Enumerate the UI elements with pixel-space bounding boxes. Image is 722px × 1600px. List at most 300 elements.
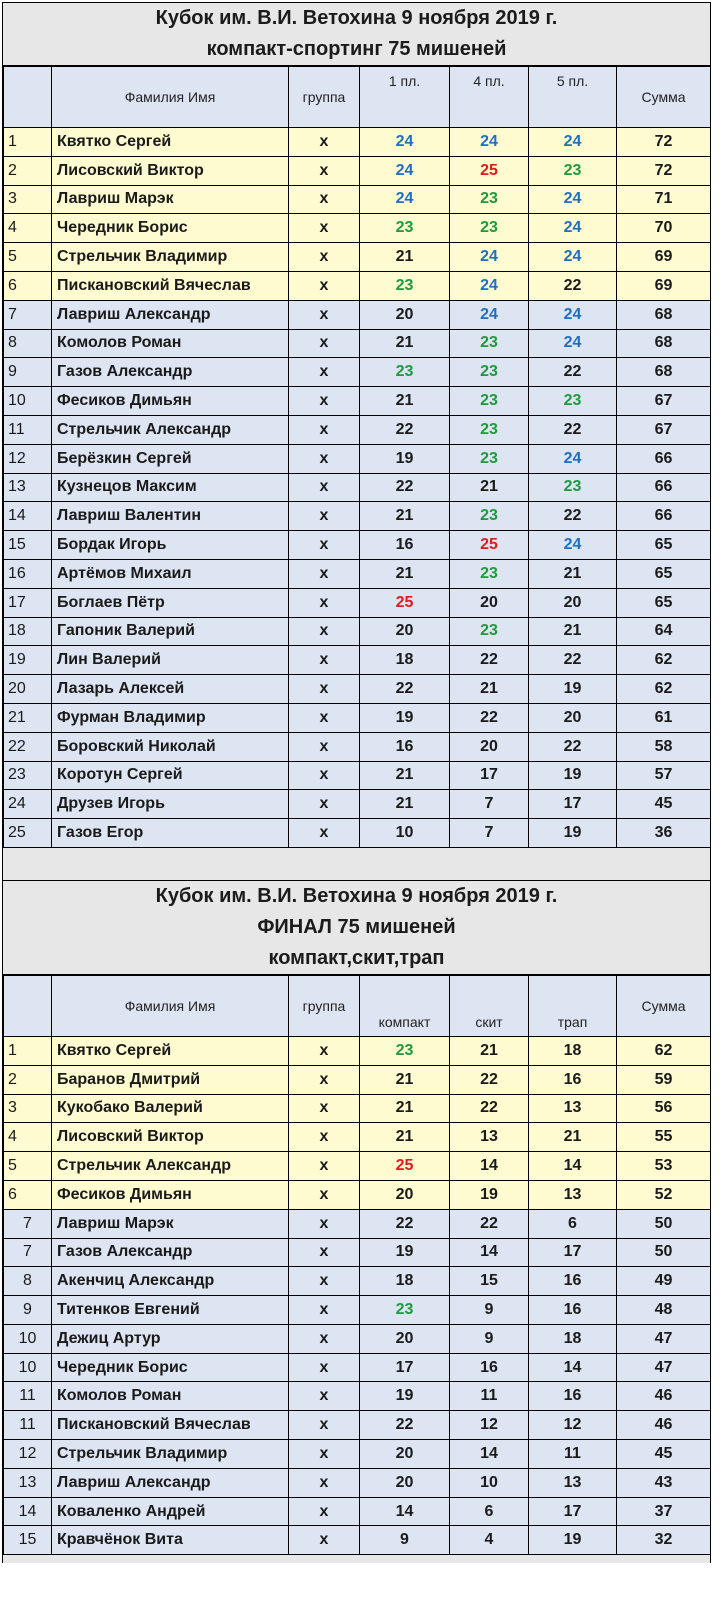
- rank-cell: 13: [4, 473, 52, 502]
- score-cell: 22: [529, 415, 617, 444]
- header-trap: трап: [529, 975, 617, 1036]
- score-cell: 18: [529, 1324, 617, 1353]
- name-cell: Чередник Борис: [52, 1353, 289, 1382]
- rank-cell: 23: [4, 761, 52, 790]
- group-cell: х: [289, 1411, 360, 1440]
- rank-cell: 11: [4, 415, 52, 444]
- name-cell: Гапоник Валерий: [52, 617, 289, 646]
- score-cell: 21: [450, 473, 529, 502]
- section1-title: [3, 2, 710, 66]
- rank-cell: 20: [4, 675, 52, 704]
- score-cell: 21: [360, 1094, 450, 1123]
- score-cell: 20: [450, 732, 529, 761]
- name-cell: Акенчиц Александр: [52, 1267, 289, 1296]
- name-cell: Комолов Роман: [52, 329, 289, 358]
- score-cell: 24: [529, 185, 617, 214]
- group-cell: х: [289, 1353, 360, 1382]
- section1-title-line-1: Кубок им. В.И. Ветохина 9 ноября 2019 г.: [155, 7, 558, 29]
- name-cell: Стрельчик Александр: [52, 415, 289, 444]
- table-row: [4, 387, 711, 416]
- score-cell: 23: [450, 502, 529, 531]
- score-cell: 23: [529, 387, 617, 416]
- score-cell: 23: [529, 156, 617, 185]
- rank-cell: 8: [4, 329, 52, 358]
- rank-cell: 14: [4, 502, 52, 531]
- name-cell: Стрельчик Владимир: [52, 1440, 289, 1469]
- rank-cell: 11: [4, 1382, 52, 1411]
- rank-cell: 14: [4, 1497, 52, 1526]
- score-cell: 20: [360, 617, 450, 646]
- header-group: группа: [289, 975, 360, 1036]
- group-cell: х: [289, 617, 360, 646]
- sum-cell: 58: [617, 732, 711, 761]
- name-cell: Коваленко Андрей: [52, 1497, 289, 1526]
- score-cell: 22: [360, 473, 450, 502]
- section1-body: [4, 128, 711, 848]
- name-cell: Лавриш Александр: [52, 1468, 289, 1497]
- sum-cell: 56: [617, 1094, 711, 1123]
- sum-cell: 62: [617, 646, 711, 675]
- name-cell: Чередник Борис: [52, 214, 289, 243]
- score-cell: 14: [450, 1238, 529, 1267]
- sum-cell: 66: [617, 502, 711, 531]
- rank-cell: 13: [4, 1468, 52, 1497]
- sum-cell: 67: [617, 387, 711, 416]
- rank-cell: 5: [4, 1152, 52, 1181]
- name-cell: Баранов Дмитрий: [52, 1065, 289, 1094]
- score-cell: 22: [450, 1094, 529, 1123]
- table-row: [4, 1468, 711, 1497]
- group-cell: х: [289, 1209, 360, 1238]
- name-cell: Лин Валерий: [52, 646, 289, 675]
- name-cell: Лисовский Виктор: [52, 156, 289, 185]
- header-stand-5: 5 пл.: [529, 67, 617, 128]
- score-cell: 23: [450, 444, 529, 473]
- sum-cell: 48: [617, 1296, 711, 1325]
- section2-title-line-1: Кубок им. В.И. Ветохина 9 ноября 2019 г.: [155, 884, 558, 907]
- rank-cell: 10: [4, 1324, 52, 1353]
- rank-cell: 7: [4, 1209, 52, 1238]
- score-cell: 13: [529, 1468, 617, 1497]
- score-cell: 11: [529, 1440, 617, 1469]
- name-cell: Друзев Игорь: [52, 790, 289, 819]
- rank-cell: 11: [4, 1411, 52, 1440]
- sum-cell: 72: [617, 156, 711, 185]
- sum-cell: 36: [617, 819, 711, 848]
- score-cell: 22: [529, 271, 617, 300]
- table-row: [4, 1526, 711, 1555]
- rank-cell: 9: [4, 1296, 52, 1325]
- score-cell: 25: [450, 156, 529, 185]
- group-cell: х: [289, 1497, 360, 1526]
- table-row: [4, 732, 711, 761]
- rank-cell: 3: [4, 185, 52, 214]
- rank-cell: 22: [4, 732, 52, 761]
- score-cell: 22: [360, 1411, 450, 1440]
- table-row: [4, 531, 711, 560]
- score-cell: 16: [360, 732, 450, 761]
- name-cell: Фурман Владимир: [52, 703, 289, 732]
- score-cell: 21: [450, 1036, 529, 1065]
- name-cell: Артёмов Михаил: [52, 559, 289, 588]
- score-cell: 14: [450, 1152, 529, 1181]
- score-cell: 20: [360, 1180, 450, 1209]
- table-row: [4, 1411, 711, 1440]
- sum-cell: 69: [617, 243, 711, 272]
- score-cell: 16: [529, 1267, 617, 1296]
- name-cell: Стрельчик Александр: [52, 1152, 289, 1181]
- group-cell: х: [289, 1180, 360, 1209]
- sum-cell: 71: [617, 185, 711, 214]
- section2-title-line-3: компакт,скит,трап: [268, 946, 445, 969]
- score-cell: 23: [360, 1296, 450, 1325]
- score-cell: 24: [529, 329, 617, 358]
- table-row: [4, 646, 711, 675]
- section-gap: [3, 848, 710, 881]
- table-row: [4, 300, 711, 329]
- name-cell: Пискановский Вячеслав: [52, 1411, 289, 1440]
- score-cell: 7: [450, 790, 529, 819]
- rank-cell: 25: [4, 819, 52, 848]
- name-cell: Титенков Евгений: [52, 1296, 289, 1325]
- name-cell: Дежиц Артур: [52, 1324, 289, 1353]
- group-cell: х: [289, 444, 360, 473]
- header-sum: Сумма: [617, 67, 711, 128]
- sum-cell: 49: [617, 1267, 711, 1296]
- group-cell: х: [289, 502, 360, 531]
- rank-cell: 12: [4, 1440, 52, 1469]
- sum-cell: 68: [617, 300, 711, 329]
- group-cell: х: [289, 1440, 360, 1469]
- sum-cell: 72: [617, 128, 711, 157]
- table-row: [4, 1209, 711, 1238]
- sum-cell: 65: [617, 531, 711, 560]
- score-cell: 23: [450, 559, 529, 588]
- group-cell: х: [289, 271, 360, 300]
- score-cell: 20: [450, 588, 529, 617]
- rank-cell: 21: [4, 703, 52, 732]
- score-cell: 21: [450, 675, 529, 704]
- group-cell: х: [289, 128, 360, 157]
- sum-cell: 65: [617, 588, 711, 617]
- score-cell: 20: [360, 1440, 450, 1469]
- score-cell: 22: [529, 732, 617, 761]
- table-row: [4, 329, 711, 358]
- header-sum: Сумма: [617, 975, 711, 1036]
- score-cell: 15: [450, 1267, 529, 1296]
- sum-cell: 61: [617, 703, 711, 732]
- group-cell: х: [289, 790, 360, 819]
- group-cell: х: [289, 214, 360, 243]
- sum-cell: 66: [617, 473, 711, 502]
- score-cell: 14: [450, 1440, 529, 1469]
- score-cell: 21: [360, 1123, 450, 1152]
- rank-cell: 7: [4, 300, 52, 329]
- score-cell: 24: [529, 128, 617, 157]
- table-row: [4, 1353, 711, 1382]
- table-row: [4, 1296, 711, 1325]
- sum-cell: 66: [617, 444, 711, 473]
- score-cell: 20: [529, 588, 617, 617]
- sum-cell: 65: [617, 559, 711, 588]
- rank-cell: 4: [4, 1123, 52, 1152]
- sum-cell: 59: [617, 1065, 711, 1094]
- table-row: [4, 128, 711, 157]
- group-cell: х: [289, 156, 360, 185]
- score-cell: 19: [360, 1382, 450, 1411]
- score-cell: 14: [360, 1497, 450, 1526]
- sum-cell: 37: [617, 1497, 711, 1526]
- score-cell: 24: [450, 271, 529, 300]
- score-cell: 22: [529, 646, 617, 675]
- score-cell: 10: [360, 819, 450, 848]
- score-cell: 9: [450, 1324, 529, 1353]
- score-cell: 13: [529, 1180, 617, 1209]
- section2-table: [3, 975, 711, 1555]
- header-skeet: скит: [450, 975, 529, 1036]
- score-cell: 23: [360, 358, 450, 387]
- group-cell: х: [289, 761, 360, 790]
- name-cell: Газов Александр: [52, 358, 289, 387]
- header-name: Фамилия Имя: [52, 67, 289, 128]
- score-cell: 13: [450, 1123, 529, 1152]
- group-cell: х: [289, 646, 360, 675]
- score-cell: 20: [360, 1468, 450, 1497]
- group-cell: х: [289, 415, 360, 444]
- score-cell: 21: [529, 617, 617, 646]
- score-cell: 24: [360, 185, 450, 214]
- score-cell: 24: [450, 243, 529, 272]
- name-cell: Фесиков Димьян: [52, 387, 289, 416]
- name-cell: Фесиков Димьян: [52, 1180, 289, 1209]
- sum-cell: 55: [617, 1123, 711, 1152]
- header-compak: компакт: [360, 975, 450, 1036]
- score-cell: 19: [360, 1238, 450, 1267]
- name-cell: Берёзкин Сергей: [52, 444, 289, 473]
- rank-cell: 10: [4, 1353, 52, 1382]
- name-cell: Боглаев Пётр: [52, 588, 289, 617]
- table-row: [4, 502, 711, 531]
- group-cell: х: [289, 703, 360, 732]
- table-row: [4, 1440, 711, 1469]
- sum-cell: 67: [617, 415, 711, 444]
- score-cell: 7: [450, 819, 529, 848]
- rank-cell: 7: [4, 1238, 52, 1267]
- score-cell: 18: [529, 1036, 617, 1065]
- score-cell: 17: [360, 1353, 450, 1382]
- table-row: [4, 559, 711, 588]
- header-stand-1: 1 пл.: [360, 67, 450, 128]
- rank-cell: 12: [4, 444, 52, 473]
- results-sheet: [2, 2, 711, 1563]
- rank-cell: 1: [4, 1036, 52, 1065]
- rank-cell: 6: [4, 271, 52, 300]
- table-row: [4, 415, 711, 444]
- rank-cell: 24: [4, 790, 52, 819]
- sum-cell: 45: [617, 1440, 711, 1469]
- sum-cell: 52: [617, 1180, 711, 1209]
- score-cell: 18: [360, 1267, 450, 1296]
- table-row: [4, 790, 711, 819]
- table-row: [4, 156, 711, 185]
- group-cell: х: [289, 1036, 360, 1065]
- score-cell: 24: [360, 156, 450, 185]
- table-row: [4, 1267, 711, 1296]
- table-row: [4, 819, 711, 848]
- group-cell: х: [289, 531, 360, 560]
- score-cell: 23: [450, 329, 529, 358]
- name-cell: Лавриш Марэк: [52, 185, 289, 214]
- score-cell: 24: [360, 128, 450, 157]
- score-cell: 22: [360, 675, 450, 704]
- table-row: [4, 1238, 711, 1267]
- score-cell: 22: [450, 646, 529, 675]
- header-group: группа: [289, 67, 360, 128]
- table-row: [4, 473, 711, 502]
- sum-cell: 47: [617, 1353, 711, 1382]
- score-cell: 21: [360, 761, 450, 790]
- score-cell: 25: [360, 1152, 450, 1181]
- section2-header-row: [4, 975, 711, 1036]
- name-cell: Лазарь Алексей: [52, 675, 289, 704]
- name-cell: Газов Егор: [52, 819, 289, 848]
- section2-body: [4, 1036, 711, 1554]
- score-cell: 24: [529, 214, 617, 243]
- score-cell: 19: [529, 761, 617, 790]
- header-rank: [4, 975, 52, 1036]
- score-cell: 23: [360, 1036, 450, 1065]
- sum-cell: 46: [617, 1382, 711, 1411]
- score-cell: 21: [360, 559, 450, 588]
- name-cell: Пискановский Вячеслав: [52, 271, 289, 300]
- score-cell: 23: [529, 473, 617, 502]
- score-cell: 24: [529, 531, 617, 560]
- rank-cell: 15: [4, 1526, 52, 1555]
- name-cell: Комолов Роман: [52, 1382, 289, 1411]
- rank-cell: 19: [4, 646, 52, 675]
- score-cell: 23: [450, 214, 529, 243]
- rank-cell: 6: [4, 1180, 52, 1209]
- score-cell: 21: [360, 329, 450, 358]
- table-row: [4, 1324, 711, 1353]
- sum-cell: 46: [617, 1411, 711, 1440]
- rank-cell: 8: [4, 1267, 52, 1296]
- sum-cell: 45: [617, 790, 711, 819]
- score-cell: 11: [450, 1382, 529, 1411]
- rank-cell: 15: [4, 531, 52, 560]
- bottom-gap: [3, 1555, 710, 1563]
- rank-cell: 4: [4, 214, 52, 243]
- group-cell: х: [289, 588, 360, 617]
- group-cell: х: [289, 1123, 360, 1152]
- score-cell: 16: [529, 1065, 617, 1094]
- group-cell: х: [289, 1468, 360, 1497]
- score-cell: 14: [529, 1152, 617, 1181]
- group-cell: х: [289, 1382, 360, 1411]
- score-cell: 22: [360, 1209, 450, 1238]
- group-cell: х: [289, 300, 360, 329]
- score-cell: 20: [529, 703, 617, 732]
- score-cell: 23: [450, 617, 529, 646]
- name-cell: Коротун Сергей: [52, 761, 289, 790]
- score-cell: 12: [529, 1411, 617, 1440]
- group-cell: х: [289, 1094, 360, 1123]
- rank-cell: 16: [4, 559, 52, 588]
- table-row: [4, 1065, 711, 1094]
- table-row: [4, 214, 711, 243]
- score-cell: 23: [360, 271, 450, 300]
- section1-table: [3, 66, 711, 848]
- group-cell: х: [289, 185, 360, 214]
- rank-cell: 2: [4, 1065, 52, 1094]
- group-cell: х: [289, 473, 360, 502]
- header-name: Фамилия Имя: [52, 975, 289, 1036]
- score-cell: 6: [529, 1209, 617, 1238]
- group-cell: х: [289, 1526, 360, 1555]
- score-cell: 20: [360, 300, 450, 329]
- score-cell: 21: [529, 1123, 617, 1152]
- group-cell: х: [289, 819, 360, 848]
- score-cell: 14: [529, 1353, 617, 1382]
- group-cell: х: [289, 732, 360, 761]
- score-cell: 22: [529, 358, 617, 387]
- score-cell: 16: [529, 1382, 617, 1411]
- header-rank: [4, 67, 52, 128]
- score-cell: 23: [450, 185, 529, 214]
- sum-cell: 68: [617, 358, 711, 387]
- name-cell: Квятко Сергей: [52, 1036, 289, 1065]
- score-cell: 19: [360, 444, 450, 473]
- section1-title-line-2: компакт-спортинг 75 мишеней: [206, 38, 507, 60]
- sum-cell: 50: [617, 1209, 711, 1238]
- sum-cell: 62: [617, 675, 711, 704]
- table-row: [4, 1180, 711, 1209]
- score-cell: 19: [529, 819, 617, 848]
- score-cell: 23: [450, 387, 529, 416]
- score-cell: 22: [529, 502, 617, 531]
- name-cell: Кукобако Валерий: [52, 1094, 289, 1123]
- score-cell: 16: [529, 1296, 617, 1325]
- name-cell: Газов Александр: [52, 1238, 289, 1267]
- name-cell: Бордак Игорь: [52, 531, 289, 560]
- section2-title: [3, 881, 710, 975]
- score-cell: 17: [529, 1497, 617, 1526]
- score-cell: 22: [450, 1065, 529, 1094]
- sum-cell: 53: [617, 1152, 711, 1181]
- score-cell: 21: [360, 1065, 450, 1094]
- rank-cell: 5: [4, 243, 52, 272]
- score-cell: 16: [360, 531, 450, 560]
- score-cell: 17: [450, 761, 529, 790]
- score-cell: 17: [529, 790, 617, 819]
- table-row: [4, 243, 711, 272]
- score-cell: 25: [450, 531, 529, 560]
- score-cell: 10: [450, 1468, 529, 1497]
- score-cell: 19: [450, 1180, 529, 1209]
- score-cell: 24: [450, 300, 529, 329]
- name-cell: Квятко Сергей: [52, 128, 289, 157]
- score-cell: 6: [450, 1497, 529, 1526]
- sum-cell: 57: [617, 761, 711, 790]
- score-cell: 24: [450, 128, 529, 157]
- sum-cell: 70: [617, 214, 711, 243]
- rank-cell: 18: [4, 617, 52, 646]
- header-stand-4: 4 пл.: [450, 67, 529, 128]
- name-cell: Стрельчик Владимир: [52, 243, 289, 272]
- section1-header-row: [4, 67, 711, 128]
- sum-cell: 43: [617, 1468, 711, 1497]
- rank-cell: 2: [4, 156, 52, 185]
